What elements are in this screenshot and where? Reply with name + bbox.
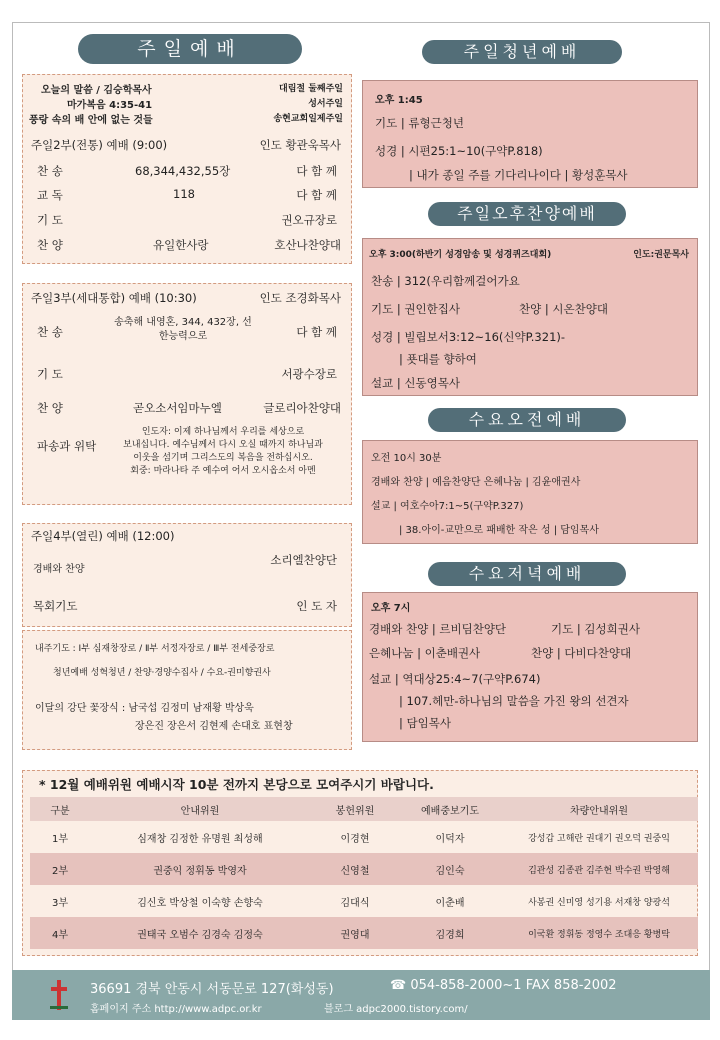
service3-header: 주일3부(세대통합) 예배 (10:30) bbox=[31, 291, 197, 305]
s2-row-right: 다 함 께 bbox=[296, 164, 337, 178]
s2-row-label: 교 독 bbox=[37, 188, 63, 202]
footer bbox=[12, 970, 710, 1020]
s2-row-label: 기 도 bbox=[37, 213, 63, 227]
s3-sending-line: 보내십니다. 예수님께서 다시 오실 때까지 하나님과 bbox=[123, 440, 323, 450]
committee-table bbox=[30, 797, 698, 949]
intercessor-note: 내주기도 : Ⅰ부 심재창장로 / Ⅱ부 서정자장로 / Ⅲ부 전세중장로 bbox=[35, 644, 275, 654]
s3-sending-label: 파송과 위탁 bbox=[37, 439, 97, 453]
wed-am-line1: 경배와 찬양 | 예음찬양단 은혜나눔 | 김윤애권사 bbox=[371, 477, 581, 488]
s3-choir-mid: 곧오소서임마누엘 bbox=[133, 401, 222, 415]
s4-praise-right: 소리엘찬양단 bbox=[270, 553, 337, 567]
table-cell: 권태국 오범수 김경숙 김정숙 bbox=[137, 929, 263, 941]
youth-time: 오후 1:45 bbox=[375, 95, 423, 106]
column-header: 안내위원 bbox=[90, 797, 310, 821]
notes-box bbox=[22, 630, 352, 750]
service4-header: 주일4부(열린) 예배 (12:00) bbox=[31, 529, 175, 543]
s2-row-label: 찬 송 bbox=[37, 164, 63, 178]
table-cell: 김인숙 bbox=[435, 865, 465, 877]
flower-note-2: 장은진 장은서 김현제 손대호 표현창 bbox=[135, 721, 293, 732]
wed-morning-box bbox=[362, 440, 698, 544]
wednesday-morning-header: 수요오전예배 bbox=[428, 408, 626, 432]
s3-prayer-right: 서광수장로 bbox=[281, 367, 337, 381]
table-cell: 이경현 bbox=[340, 833, 370, 845]
table-cell: 신영철 bbox=[340, 865, 370, 877]
youth-scripture: 성경 | 시편25:1~10(구약P.818) bbox=[375, 144, 543, 158]
afternoon-leader: 인도:권문목사 bbox=[633, 250, 689, 260]
footer-phone: ☎ 054-858-2000~1 FAX 858-2002 bbox=[390, 978, 617, 993]
sermon-title: 풍랑 속의 배 안에 없는 것들 bbox=[29, 115, 153, 126]
table-row bbox=[30, 821, 698, 853]
table-cell: 이국환 정휘동 정영수 조대응 황병탁 bbox=[528, 929, 670, 940]
wed-evening-box bbox=[362, 592, 698, 742]
footer-address: 36691 경북 안동시 서동문로 127(화성동) bbox=[90, 982, 334, 997]
scripture-ref: 마가복음 4:35-41 bbox=[67, 100, 153, 111]
church-cross-logo-icon bbox=[48, 978, 70, 1012]
column-header: 구분 bbox=[30, 797, 90, 821]
wed-pm-sermon: | 107.헤만-하나님의 말씀을 가진 왕의 선견자 bbox=[399, 694, 629, 708]
note-3: 송현교회일제주일 bbox=[273, 114, 343, 124]
table-cell: 김경희 bbox=[435, 929, 465, 941]
service2-box bbox=[22, 74, 352, 264]
afternoon-title: 오후 3:00(하반기 성경암송 및 성경퀴즈대회) bbox=[369, 250, 552, 260]
table-row bbox=[30, 853, 698, 885]
s3-hymn-mid: 송축해 내영혼, 344, 432장, 선한능력으로 bbox=[114, 317, 252, 342]
wed-am-time: 오전 10시 30분 bbox=[371, 453, 442, 464]
wed-pm-time: 오후 7시 bbox=[371, 603, 411, 614]
wed-pm-line2b: 찬양 | 다비다찬양대 bbox=[531, 646, 632, 660]
note-1: 대림절 둘째주일 bbox=[279, 84, 343, 94]
s3-prayer-label: 기 도 bbox=[37, 367, 63, 381]
s3-choir-label: 찬 양 bbox=[37, 401, 63, 415]
s3-sending-line: 회중: 마라나타 주 예수여 어서 오시옵소서 아멘 bbox=[130, 466, 316, 476]
s4-praise-label: 경배와 찬양 bbox=[33, 564, 85, 575]
wed-pm-scripture: 설교 | 역대상25:4~7(구약P.674) bbox=[369, 672, 541, 686]
table-cell: 1부 bbox=[51, 833, 69, 845]
table-cell: 권영대 bbox=[340, 929, 370, 941]
table-cell: 김신호 박상철 이숙향 손향숙 bbox=[137, 897, 263, 909]
service3-leader: 인도 조경화목사 bbox=[259, 291, 341, 305]
afternoon-sermon: 설교 | 신동영목사 bbox=[371, 376, 460, 390]
afternoon-worship-header: 주일오후찬양예배 bbox=[428, 202, 626, 226]
s3-hymn-label: 찬 송 bbox=[37, 325, 63, 339]
table-cell: 2부 bbox=[51, 865, 69, 877]
s2-row-mid: 68,344,432,55장 bbox=[135, 164, 231, 178]
s2-row-right: 호산나찬양대 bbox=[274, 238, 341, 252]
service3-box bbox=[22, 283, 352, 505]
service2-leader: 인도 황관욱목사 bbox=[259, 138, 341, 152]
afternoon-box bbox=[362, 238, 698, 396]
youth-note: 청년예배 성혁청년 / 찬양·경양수집사 / 수요-권미향권사 bbox=[53, 668, 271, 678]
afternoon-prayer: 기도 | 권인한집사 bbox=[371, 302, 460, 316]
wed-am-scripture: 설교 | 여호수아7:1~5(구약P.327) bbox=[371, 501, 524, 512]
afternoon-hymn: 찬송 | 312(우리함께걸어가요 bbox=[371, 274, 520, 288]
s2-row-label: 찬 양 bbox=[37, 238, 63, 252]
table-header-row bbox=[30, 797, 698, 821]
homepage-link[interactable]: 홈페이지 주소 http://www.adpc.or.kr bbox=[90, 1004, 262, 1015]
afternoon-scripture: 성경 | 빌립보서3:12~16(신약P.321)- bbox=[371, 330, 566, 344]
s2-row-mid: 118 bbox=[173, 187, 195, 201]
table-cell: 김관성 김종관 김주현 박수권 박영해 bbox=[528, 865, 670, 876]
table-cell: 이춘배 bbox=[435, 897, 465, 909]
s3-sending-line: 이웃을 섬기며 그리스도의 복음을 전하십시오. bbox=[133, 453, 313, 463]
table-row bbox=[30, 917, 698, 949]
table-cell: 3부 bbox=[51, 897, 69, 909]
afternoon-choir: 찬양 | 시온찬양대 bbox=[519, 302, 608, 316]
table-cell: 권중익 정휘동 박영자 bbox=[153, 865, 247, 877]
table-cell: 강성갑 고해란 권대기 권오덕 권중익 bbox=[528, 833, 670, 844]
s2-row-right: 권오규장로 bbox=[281, 213, 337, 227]
column-header: 봉헌위원 bbox=[310, 797, 400, 821]
s3-hymn-right: 다 함 께 bbox=[296, 325, 337, 339]
wed-pm-line1b: 기도 | 김성희권사 bbox=[551, 622, 640, 636]
youth-box bbox=[362, 80, 698, 188]
wed-am-sermon: | 38.아이-교만으로 패배한 작은 성 | 담임목사 bbox=[399, 525, 599, 536]
service2-header: 주일2부(전통) 예배 (9:00) bbox=[31, 138, 168, 152]
s2-row-right: 다 함 께 bbox=[296, 188, 337, 202]
wed-pm-line2a: 은혜나눔 | 이춘배권사 bbox=[369, 646, 481, 660]
table-row bbox=[30, 885, 698, 917]
note-2: 성서주일 bbox=[308, 99, 343, 109]
blog-link[interactable]: 블로그 adpc2000.tistory.com/ bbox=[324, 1004, 468, 1015]
sunday-worship-header: 주일예배 bbox=[78, 34, 302, 64]
column-header: 차량안내위원 bbox=[500, 797, 698, 821]
s4-prayer-label: 목회기도 bbox=[33, 599, 78, 613]
table-cell: 심재창 김정한 유명원 최성해 bbox=[137, 833, 263, 845]
word-label: 오늘의 말씀 / 김승학목사 bbox=[41, 85, 152, 96]
s2-row-mid: 유일한사랑 bbox=[153, 238, 209, 252]
flower-note: 이달의 강단 꽃장식 : 남국섭 김정미 남재황 박상욱 bbox=[35, 703, 254, 714]
service4-box bbox=[22, 523, 352, 627]
s3-choir-right: 글로리아찬양대 bbox=[263, 401, 341, 415]
table-cell: 김대식 bbox=[340, 897, 370, 909]
wednesday-evening-header: 수요저녁예배 bbox=[428, 562, 626, 586]
youth-worship-header: 주일청년예배 bbox=[422, 40, 622, 64]
committee-title: * 12월 예배위원 예배시작 10분 전까지 본당으로 모여주시기 바랍니다. bbox=[39, 777, 434, 792]
column-header: 예배중보기도 bbox=[400, 797, 500, 821]
afternoon-scripture-2: | 푯대를 향하여 bbox=[399, 352, 477, 366]
table-cell: 4부 bbox=[51, 929, 69, 941]
table-cell: 이덕자 bbox=[435, 833, 465, 845]
youth-sermon: | 내가 종일 주를 기다리나이다 | 황성훈목사 bbox=[409, 168, 628, 182]
wed-pm-line1a: 경배와 찬양 | 르비딤찬양단 bbox=[369, 622, 507, 636]
s3-sending-line: 인도자: 이제 하나님께서 우리를 세상으로 bbox=[141, 427, 305, 437]
youth-prayer: 기도 | 류형근청년 bbox=[375, 116, 464, 130]
s4-prayer-right: 인 도 자 bbox=[296, 599, 337, 613]
table-cell: 사봉권 신미영 성기용 서재창 양광석 bbox=[528, 897, 670, 908]
wed-pm-sermon-2: | 담임목사 bbox=[399, 716, 451, 730]
